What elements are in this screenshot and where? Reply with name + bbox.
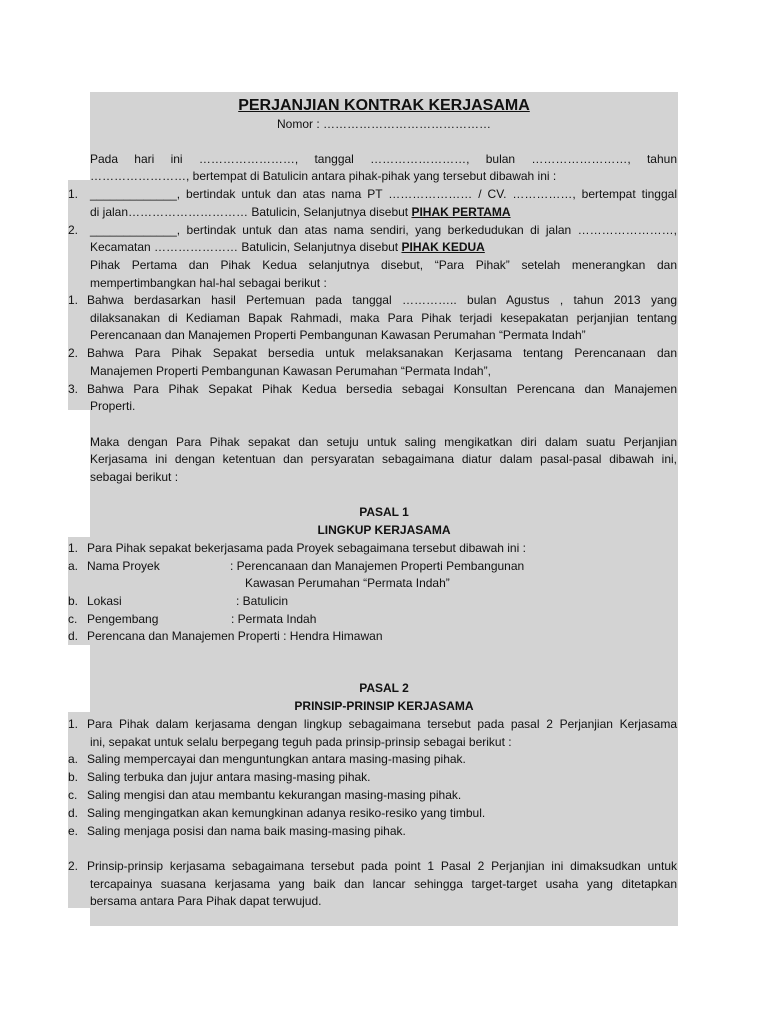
- list-item-line: Saling menjaga posisi dan nama baik masing-masing pihak.: [87, 824, 406, 838]
- field-label: Nama Proyek: [87, 559, 160, 573]
- party-text: di jalan………………………… Batulicin, Selanjutnya disebut: [90, 205, 412, 219]
- list-letter: d.: [68, 806, 79, 820]
- list-item-line: Bahwa berdasarkan hasil Pertemuan pada tanggal ………….. bulan Agustus , tahun 2013 yang: [87, 293, 677, 307]
- list-item-line: Prinsip-prinsip kerjasama sebagaimana tersebut pada point 1 Pasal 2 Perjanjian ini dimaksudkan untuk: [87, 859, 677, 873]
- section-heading: PASAL 1: [359, 505, 409, 519]
- party-line: [90, 240, 485, 255]
- list-letter: a.: [68, 559, 79, 573]
- preamble-line: mempertimbangkan hal-hal sebagai berikut :: [90, 276, 327, 290]
- field-value: : Batulicin: [236, 594, 289, 608]
- section-heading: PASAL 2: [359, 681, 409, 695]
- list-letter: d.: [68, 629, 79, 643]
- list-item-line: Para Pihak dalam kerjasama dengan lingkup sebagaimana tersebut pada pasal 2 Perjanjian Kerjasama: [87, 717, 677, 731]
- list-number: 2.: [68, 346, 79, 360]
- list-letter: a.: [68, 752, 79, 766]
- list-item-line: Saling mempercayai dan menguntungkan antara masing-masing pihak.: [87, 752, 466, 766]
- list-number: 1.: [68, 293, 79, 307]
- field-label: Pengembang: [87, 612, 159, 626]
- list-item-line: Properti.: [90, 399, 136, 413]
- list-item-line: Saling mengisi dan atau membantu kekurangan masing-masing pihak.: [87, 788, 462, 802]
- field-label: Lokasi: [87, 594, 122, 608]
- field-label: Perencana dan Manajemen Properti : Hendra Himawan: [87, 629, 383, 643]
- list-item-line: bersama antara Para Pihak dapat terwujud.: [90, 894, 322, 908]
- list-letter: c.: [68, 788, 78, 802]
- party-role: PIHAK KEDUA: [401, 240, 485, 254]
- list-number: 1.: [68, 717, 79, 731]
- party-line: _____________, bertindak untuk dan atas nama sendiri, yang berkedudukan di jalan ……………………,: [90, 223, 677, 237]
- list-letter: b.: [68, 770, 79, 784]
- list-item-line: dilaksanakan di Kediaman Bapak Rahmadi, maka Para Pihak terjadi kesepakatan perjanjian tentang: [90, 311, 677, 325]
- list-item-line: Perencanaan dan Manajemen Properti Pembangunan Kawasan Perumahan “Permata Indah”: [90, 328, 586, 342]
- list-item-line: Manajemen Properti Pembangunan Kawasan Perumahan “Permata Indah”,: [90, 364, 491, 378]
- list-item-line: tercapainya suasana kerjasama yang baik dan lancar sehingga target-target usaha yang ditetapkan: [90, 877, 677, 891]
- party-number: 2.: [68, 223, 79, 237]
- list-item-line: Para Pihak sepakat bekerjasama pada Proyek sebagaimana tersebut dibawah ini :: [87, 541, 526, 555]
- list-item-line: ini, sepakat untuk selalu berpegang teguh pada prinsip-prinsip sebagai berikut :: [90, 735, 512, 749]
- list-number: 1.: [68, 541, 79, 555]
- party-line: _____________, bertindak untuk dan atas nama PT ………………… / CV. ……………, bertempat tinggal: [90, 187, 677, 201]
- list-number: 3.: [68, 382, 79, 396]
- opening-line: Pada hari ini ……………………, tanggal ……………………, bulan ……………………, tahun: [90, 152, 677, 166]
- list-letter: b.: [68, 594, 79, 608]
- list-item-line: Bahwa Para Pihak Sepakat Pihak Kedua bersedia sebagai Konsultan Perencana dan Manajemen: [87, 382, 677, 396]
- agreement-line: sebagai berikut :: [90, 470, 179, 484]
- party-text: Kecamatan ………………… Batulicin, Selanjutnya disebut: [90, 240, 402, 254]
- list-item-line: Saling terbuka dan jujur antara masing-masing pihak.: [87, 770, 371, 784]
- list-item-line: Saling mengingatkan akan kemungkinan adanya resiko-resiko yang timbul.: [87, 806, 486, 820]
- field-value: : Perencanaan dan Manajemen Properti Pembangunan: [230, 559, 525, 573]
- agreement-line: Maka dengan Para Pihak sepakat dan setuju untuk saling mengikatkan diri dalam suatu Perjanjian: [90, 435, 677, 449]
- agreement-line: Kerjasama ini dengan ketentuan dan persyaratan sebagaimana diatur dalam pasal-pasal dibawah ini,: [90, 452, 677, 466]
- list-item-line: Bahwa Para Pihak Sepakat bersedia untuk melaksanakan Kerjasama tentang Perencanaan dan: [87, 346, 677, 360]
- party-line: [90, 205, 511, 220]
- field-value: Kawasan Perumahan “Permata Indah”: [245, 576, 450, 590]
- document-number: Nomor : ……………………………………: [276, 117, 491, 131]
- section-subheading: LINGKUP KERJASAMA: [317, 523, 451, 537]
- document-title: PERJANJIAN KONTRAK KERJASAMA: [238, 97, 530, 114]
- section-subheading: PRINSIP-PRINSIP KERJASAMA: [294, 699, 474, 713]
- list-letter: e.: [68, 824, 79, 838]
- field-value: : Permata Indah: [231, 612, 317, 626]
- party-number: 1.: [68, 187, 79, 201]
- party-role: PIHAK PERTAMA: [411, 205, 511, 219]
- preamble-line: Pihak Pertama dan Pihak Kedua selanjutnya disebut, “Para Pihak” setelah menerangkan dan: [90, 258, 677, 272]
- list-number: 2.: [68, 859, 79, 873]
- list-letter: c.: [68, 612, 78, 626]
- opening-line: ……………………, bertempat di Batulicin antara pihak-pihak yang tersebut dibawah ini :: [90, 169, 557, 183]
